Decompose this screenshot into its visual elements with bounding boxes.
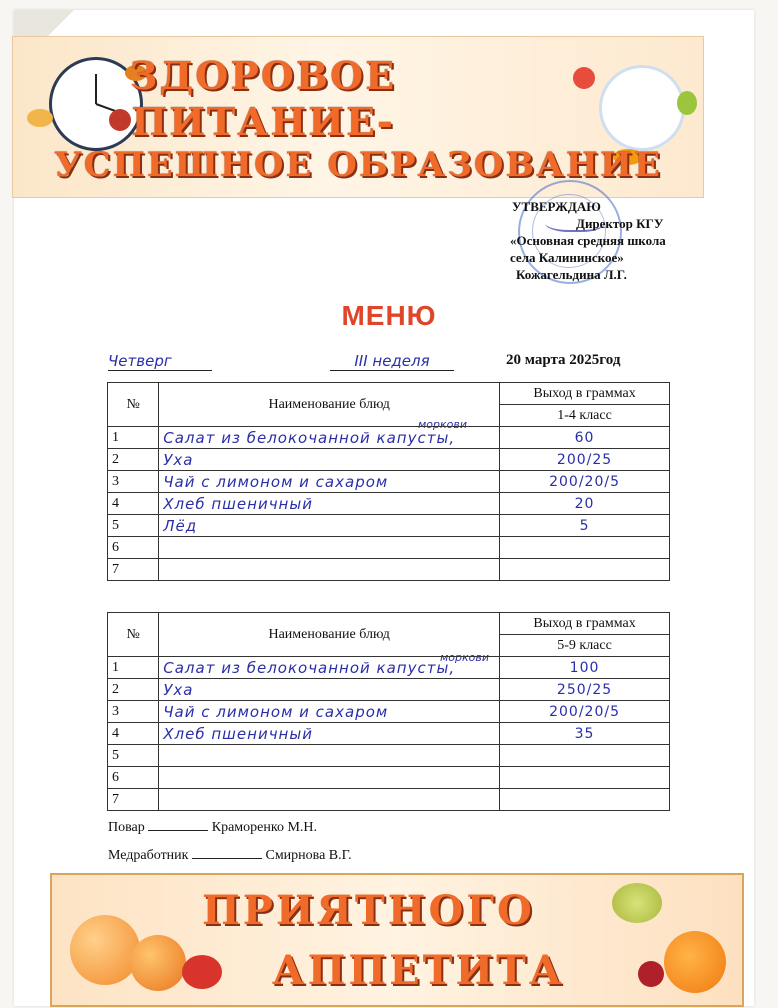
row-number: 4	[108, 723, 159, 745]
table-row	[108, 471, 670, 493]
approval-school-1: «Основная средняя школа	[510, 233, 666, 248]
row-number: 5	[108, 745, 159, 767]
medic-signature	[192, 858, 262, 859]
dish-output	[500, 559, 670, 581]
dish-name	[159, 537, 500, 559]
dish-output: 200/25	[500, 449, 670, 471]
strawberry-icon	[182, 955, 222, 989]
table-row	[108, 657, 670, 679]
table-row	[108, 427, 670, 449]
dish-output: 60	[500, 427, 670, 449]
fruit-icon	[677, 91, 697, 115]
menu-title: МЕНЮ	[341, 300, 437, 331]
row-number: 7	[108, 559, 159, 581]
dish-output	[500, 767, 670, 789]
col-header-name: Наименование блюд	[159, 613, 500, 657]
dish-name: Чай с лимоном и сахаром	[159, 701, 500, 723]
table-row	[108, 559, 670, 581]
cherry-icon	[638, 961, 664, 987]
col-header-output: Выход в граммах	[500, 383, 670, 405]
class-label: 5-9 класс	[500, 635, 670, 657]
cook-line	[108, 820, 317, 836]
fruit-icon	[573, 67, 595, 89]
dish-name: Салат из белокочанной капусты,	[159, 657, 500, 679]
bottom-banner-line-2: АППЕТИТА	[272, 947, 565, 994]
row-number: 3	[108, 701, 159, 723]
approval-position: Директор КГУ	[576, 216, 664, 231]
dish-output: 35	[500, 723, 670, 745]
dish-name: Уха	[159, 679, 500, 701]
week-number: III неделя	[330, 352, 454, 371]
table-row	[108, 449, 670, 471]
row-number: 5	[108, 515, 159, 537]
peach-icon	[70, 915, 140, 985]
approval-school-2: села Калининское»	[510, 250, 624, 265]
table-row	[108, 679, 670, 701]
dish-name	[159, 559, 500, 581]
banner-line-2: ПИТАНИЕ-	[131, 99, 395, 144]
row-number: 4	[108, 493, 159, 515]
dish-output: 200/20/5	[500, 701, 670, 723]
row-number: 6	[108, 767, 159, 789]
table2-note: моркови	[440, 651, 490, 664]
col-header-output: Выход в граммах	[500, 613, 670, 635]
dish-name: Уха	[159, 449, 500, 471]
dish-name: Хлеб пшеничный	[159, 723, 500, 745]
row-number: 1	[108, 657, 159, 679]
dish-name: Салат из белокочанной капусты,	[159, 427, 500, 449]
approval-block	[506, 198, 706, 283]
cook-signature	[148, 830, 208, 831]
table-row	[108, 745, 670, 767]
medic-label: Медработник	[108, 848, 189, 863]
approval-title: УТВЕРЖДАЮ	[512, 199, 601, 214]
dish-name	[159, 745, 500, 767]
table-row	[108, 723, 670, 745]
dish-name: Чай с лимоном и сахаром	[159, 471, 500, 493]
approval-name: Кожагельдина Л.Г.	[516, 267, 627, 282]
dish-name: Лёд	[159, 515, 500, 537]
col-header-num: №	[108, 613, 159, 657]
menu-table-5-9	[107, 612, 670, 811]
bottom-banner	[50, 873, 744, 1007]
table-row	[108, 493, 670, 515]
day-of-week: Четверг	[108, 352, 212, 371]
plate-icon	[599, 65, 685, 151]
menu-date: 20 марта 2025год	[506, 352, 621, 368]
row-number: 2	[108, 449, 159, 471]
top-banner	[12, 36, 704, 198]
table-row	[108, 767, 670, 789]
table-row	[108, 515, 670, 537]
dish-output: 20	[500, 493, 670, 515]
dish-output	[500, 537, 670, 559]
row-number: 3	[108, 471, 159, 493]
dish-output: 100	[500, 657, 670, 679]
dish-name	[159, 789, 500, 811]
bottom-banner-line-1: ПРИЯТНОГО	[202, 887, 535, 934]
orange-icon	[664, 931, 726, 993]
medic-name: Смирнова В.Г.	[265, 848, 352, 863]
medic-line	[108, 848, 352, 864]
dish-name: Хлеб пшеничный	[159, 493, 500, 515]
row-number: 1	[108, 427, 159, 449]
apricot-icon	[130, 935, 186, 991]
table-row	[108, 789, 670, 811]
class-label: 1-4 класс	[500, 405, 670, 427]
table-row	[108, 537, 670, 559]
dish-output	[500, 745, 670, 767]
cook-label: Повар	[108, 820, 145, 835]
col-header-name: Наименование блюд	[159, 383, 500, 427]
table-row	[108, 701, 670, 723]
row-number: 6	[108, 537, 159, 559]
food-icon	[27, 109, 53, 127]
dish-output: 200/20/5	[500, 471, 670, 493]
dish-output: 5	[500, 515, 670, 537]
dish-name	[159, 767, 500, 789]
grapes-icon	[612, 883, 662, 923]
dish-output: 250/25	[500, 679, 670, 701]
dish-output	[500, 789, 670, 811]
menu-table-1-4	[107, 382, 670, 581]
row-number: 2	[108, 679, 159, 701]
banner-line-3: УСПЕШНОЕ ОБРАЗОВАНИЕ	[54, 145, 662, 185]
row-number: 7	[108, 789, 159, 811]
cook-name: Краморенко М.Н.	[211, 820, 318, 835]
col-header-num: №	[108, 383, 159, 427]
banner-line-1: ЗДОРОВОЕ	[129, 53, 397, 98]
table1-note: моркови	[418, 418, 468, 431]
